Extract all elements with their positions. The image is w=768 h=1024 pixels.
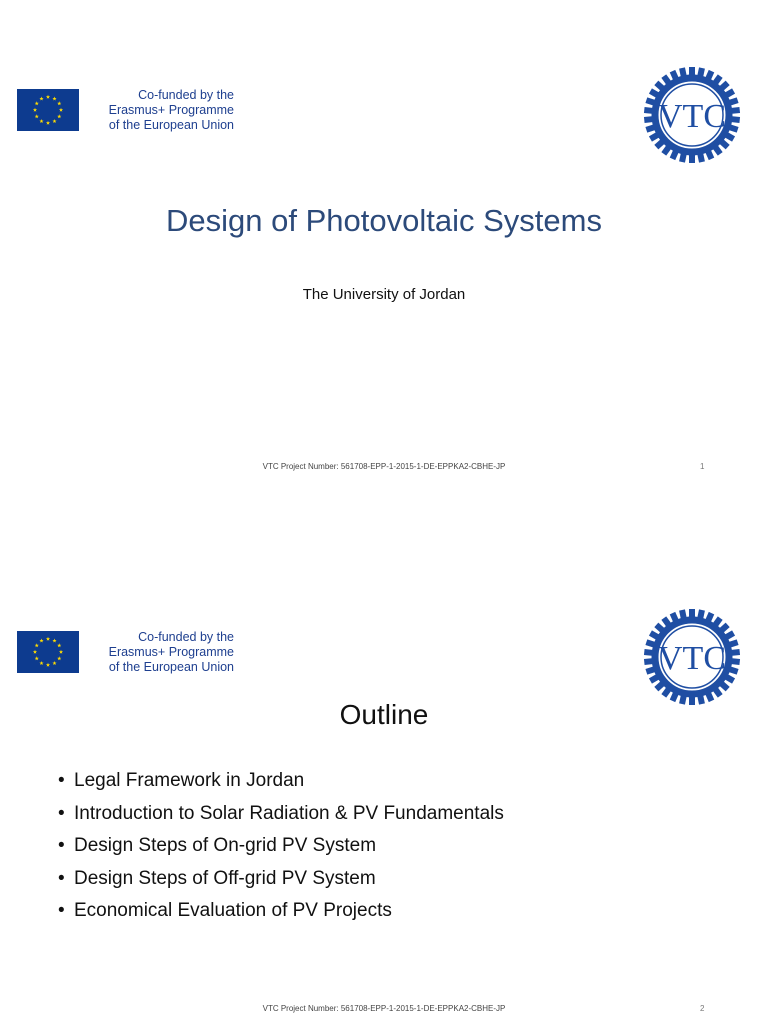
eu-logo-line: Erasmus+ Programme <box>108 645 234 659</box>
vtc-logo <box>636 607 748 707</box>
page-number: 1 <box>700 462 705 471</box>
eu-logo-text <box>89 88 234 133</box>
eu-star-icon <box>35 643 39 647</box>
eu-logo-line: of the European Union <box>108 118 234 132</box>
eu-star-icon <box>52 661 56 665</box>
list-item-text: Economical Evaluation of PV Projects <box>74 900 392 921</box>
list-item: • Design Steps of Off-grid PV System <box>58 867 376 889</box>
eu-star-icon <box>59 108 63 112</box>
eu-erasmus-logo <box>17 88 232 132</box>
eu-star-icon <box>57 101 61 105</box>
eu-star-icon <box>46 663 50 667</box>
eu-logo-line: Co-funded by the <box>138 88 234 102</box>
eu-erasmus-logo <box>17 630 232 674</box>
eu-star-icon <box>33 108 37 112</box>
vtc-logo <box>636 65 748 165</box>
eu-logo-line: Erasmus+ Programme <box>108 103 234 117</box>
eu-star-icon <box>33 650 37 654</box>
list-item-text: Legal Framework in Jordan <box>74 770 305 791</box>
eu-star-icon <box>46 637 50 641</box>
eu-star-icon <box>39 639 43 643</box>
list-item-text: Introduction to Solar Radiation & PV Fundamentals <box>74 802 504 824</box>
eu-logo-line: Co-funded by the <box>138 630 234 644</box>
list-item-text: Design Steps of On-grid PV System <box>74 835 377 856</box>
vtc-logo-text: VTC <box>658 98 726 135</box>
eu-star-icon <box>46 95 50 99</box>
page-number: 2 <box>700 1004 705 1013</box>
eu-star-icon <box>59 650 63 654</box>
eu-logo-line: of the European Union <box>108 660 234 674</box>
slide-title: Outline <box>339 699 429 730</box>
vtc-logo-text: VTC <box>658 640 726 677</box>
eu-star-icon <box>35 656 39 660</box>
eu-star-icon <box>35 101 39 105</box>
slide-subtitle: The University of Jordan <box>302 286 466 303</box>
eu-star-icon <box>35 114 39 118</box>
list-item: • Economical Evaluation of PV Projects <box>58 900 392 921</box>
slide-footer: VTC Project Number: 561708-EPP-1-2015-1-DE-EPPKA2-CBHE-JP <box>262 1004 506 1013</box>
eu-star-icon <box>46 121 50 125</box>
eu-star-icon <box>39 661 43 665</box>
eu-star-icon <box>39 119 43 123</box>
eu-star-icon <box>57 643 61 647</box>
list-item: • Introduction to Solar Radiation & PV Fundamentals <box>58 802 504 824</box>
eu-logo-text <box>89 630 234 675</box>
eu-star-icon <box>52 97 56 101</box>
eu-flag-icon <box>17 631 79 673</box>
eu-star-icon <box>39 97 43 101</box>
slide-title: Design of Photovoltaic Systems <box>166 203 602 238</box>
eu-star-icon <box>52 119 56 123</box>
list-item: • Design Steps of On-grid PV System <box>58 835 377 856</box>
eu-star-icon <box>57 656 61 660</box>
eu-star-icon <box>52 639 56 643</box>
eu-flag-icon <box>17 89 79 131</box>
list-item-text: Design Steps of Off-grid PV System <box>74 867 376 889</box>
list-item: • Legal Framework in Jordan <box>58 770 305 791</box>
eu-star-icon <box>57 114 61 118</box>
outline-list <box>58 765 504 928</box>
slide-2 <box>0 542 768 1024</box>
slide-footer: VTC Project Number: 561708-EPP-1-2015-1-DE-EPPKA2-CBHE-JP <box>262 462 506 471</box>
